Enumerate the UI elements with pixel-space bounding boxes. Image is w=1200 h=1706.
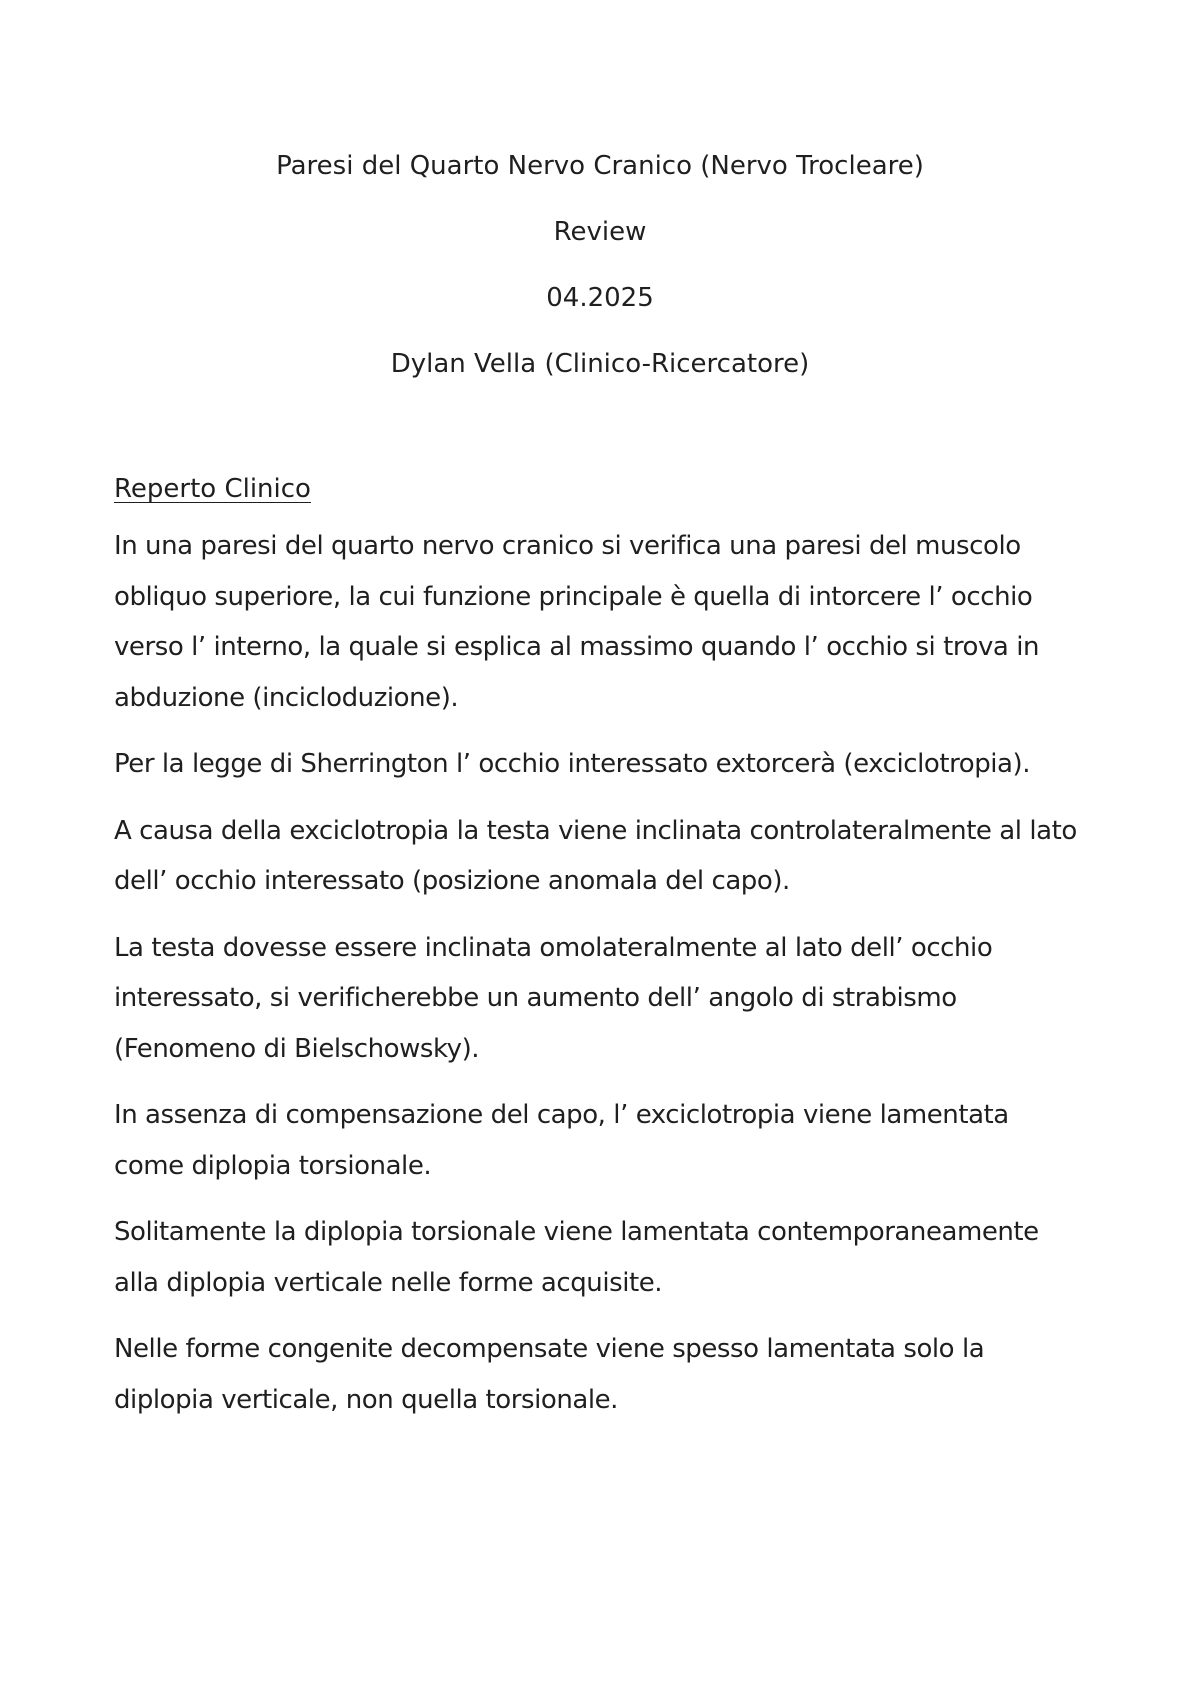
section-heading: Reperto Clinico (114, 474, 311, 504)
document-title: Paresi del Quarto Nervo Cranico (Nervo Trocleare) (276, 151, 924, 181)
title-block (114, 148, 1086, 382)
paragraph-7: Nelle forme congenite decompensate viene spesso lamentata solo la diplopia verticale, non quella torsionale. (114, 1334, 985, 1415)
paragraph-5: In assenza di compensazione del capo, l’ exciclotropia viene lamentata come diplopia torsionale. (114, 1100, 1009, 1181)
section-body (114, 521, 1086, 1425)
paragraph-4: La testa dovesse essere inclinata omolateralmente al lato dell’ occhio interessato, si verificherebbe un aumento dell’ angolo di strabismo (Fenomeno di Bielschowsky). (114, 932, 993, 1064)
document-date: 04.2025 (546, 283, 654, 313)
document-author: Dylan Vella (Clinico-Ricercatore) (390, 349, 810, 379)
paragraph-6: Solitamente la diplopia torsionale viene lamentata contemporaneamente alla diplopia verticale nelle forme acquisite. (114, 1217, 1039, 1298)
document-subtitle: Review (553, 217, 647, 247)
paragraph-2: Per la legge di Sherrington l’ occhio interessato extorcerà (exciclotropia). (114, 749, 1031, 779)
paragraph-1: In una paresi del quarto nervo cranico si verifica una paresi del muscolo obliquo superiore, la cui funzione principale è quella di intorcere l’ occhio verso l’ interno, la quale si esplica al massimo quando l’ occhio si trova in abduzione (incicloduzione). (114, 531, 1040, 713)
paragraph-3: A causa della exciclotropia la testa viene inclinata controlateralmente al lato dell’ occhio interessato (posizione anomala del capo). (114, 815, 1077, 896)
